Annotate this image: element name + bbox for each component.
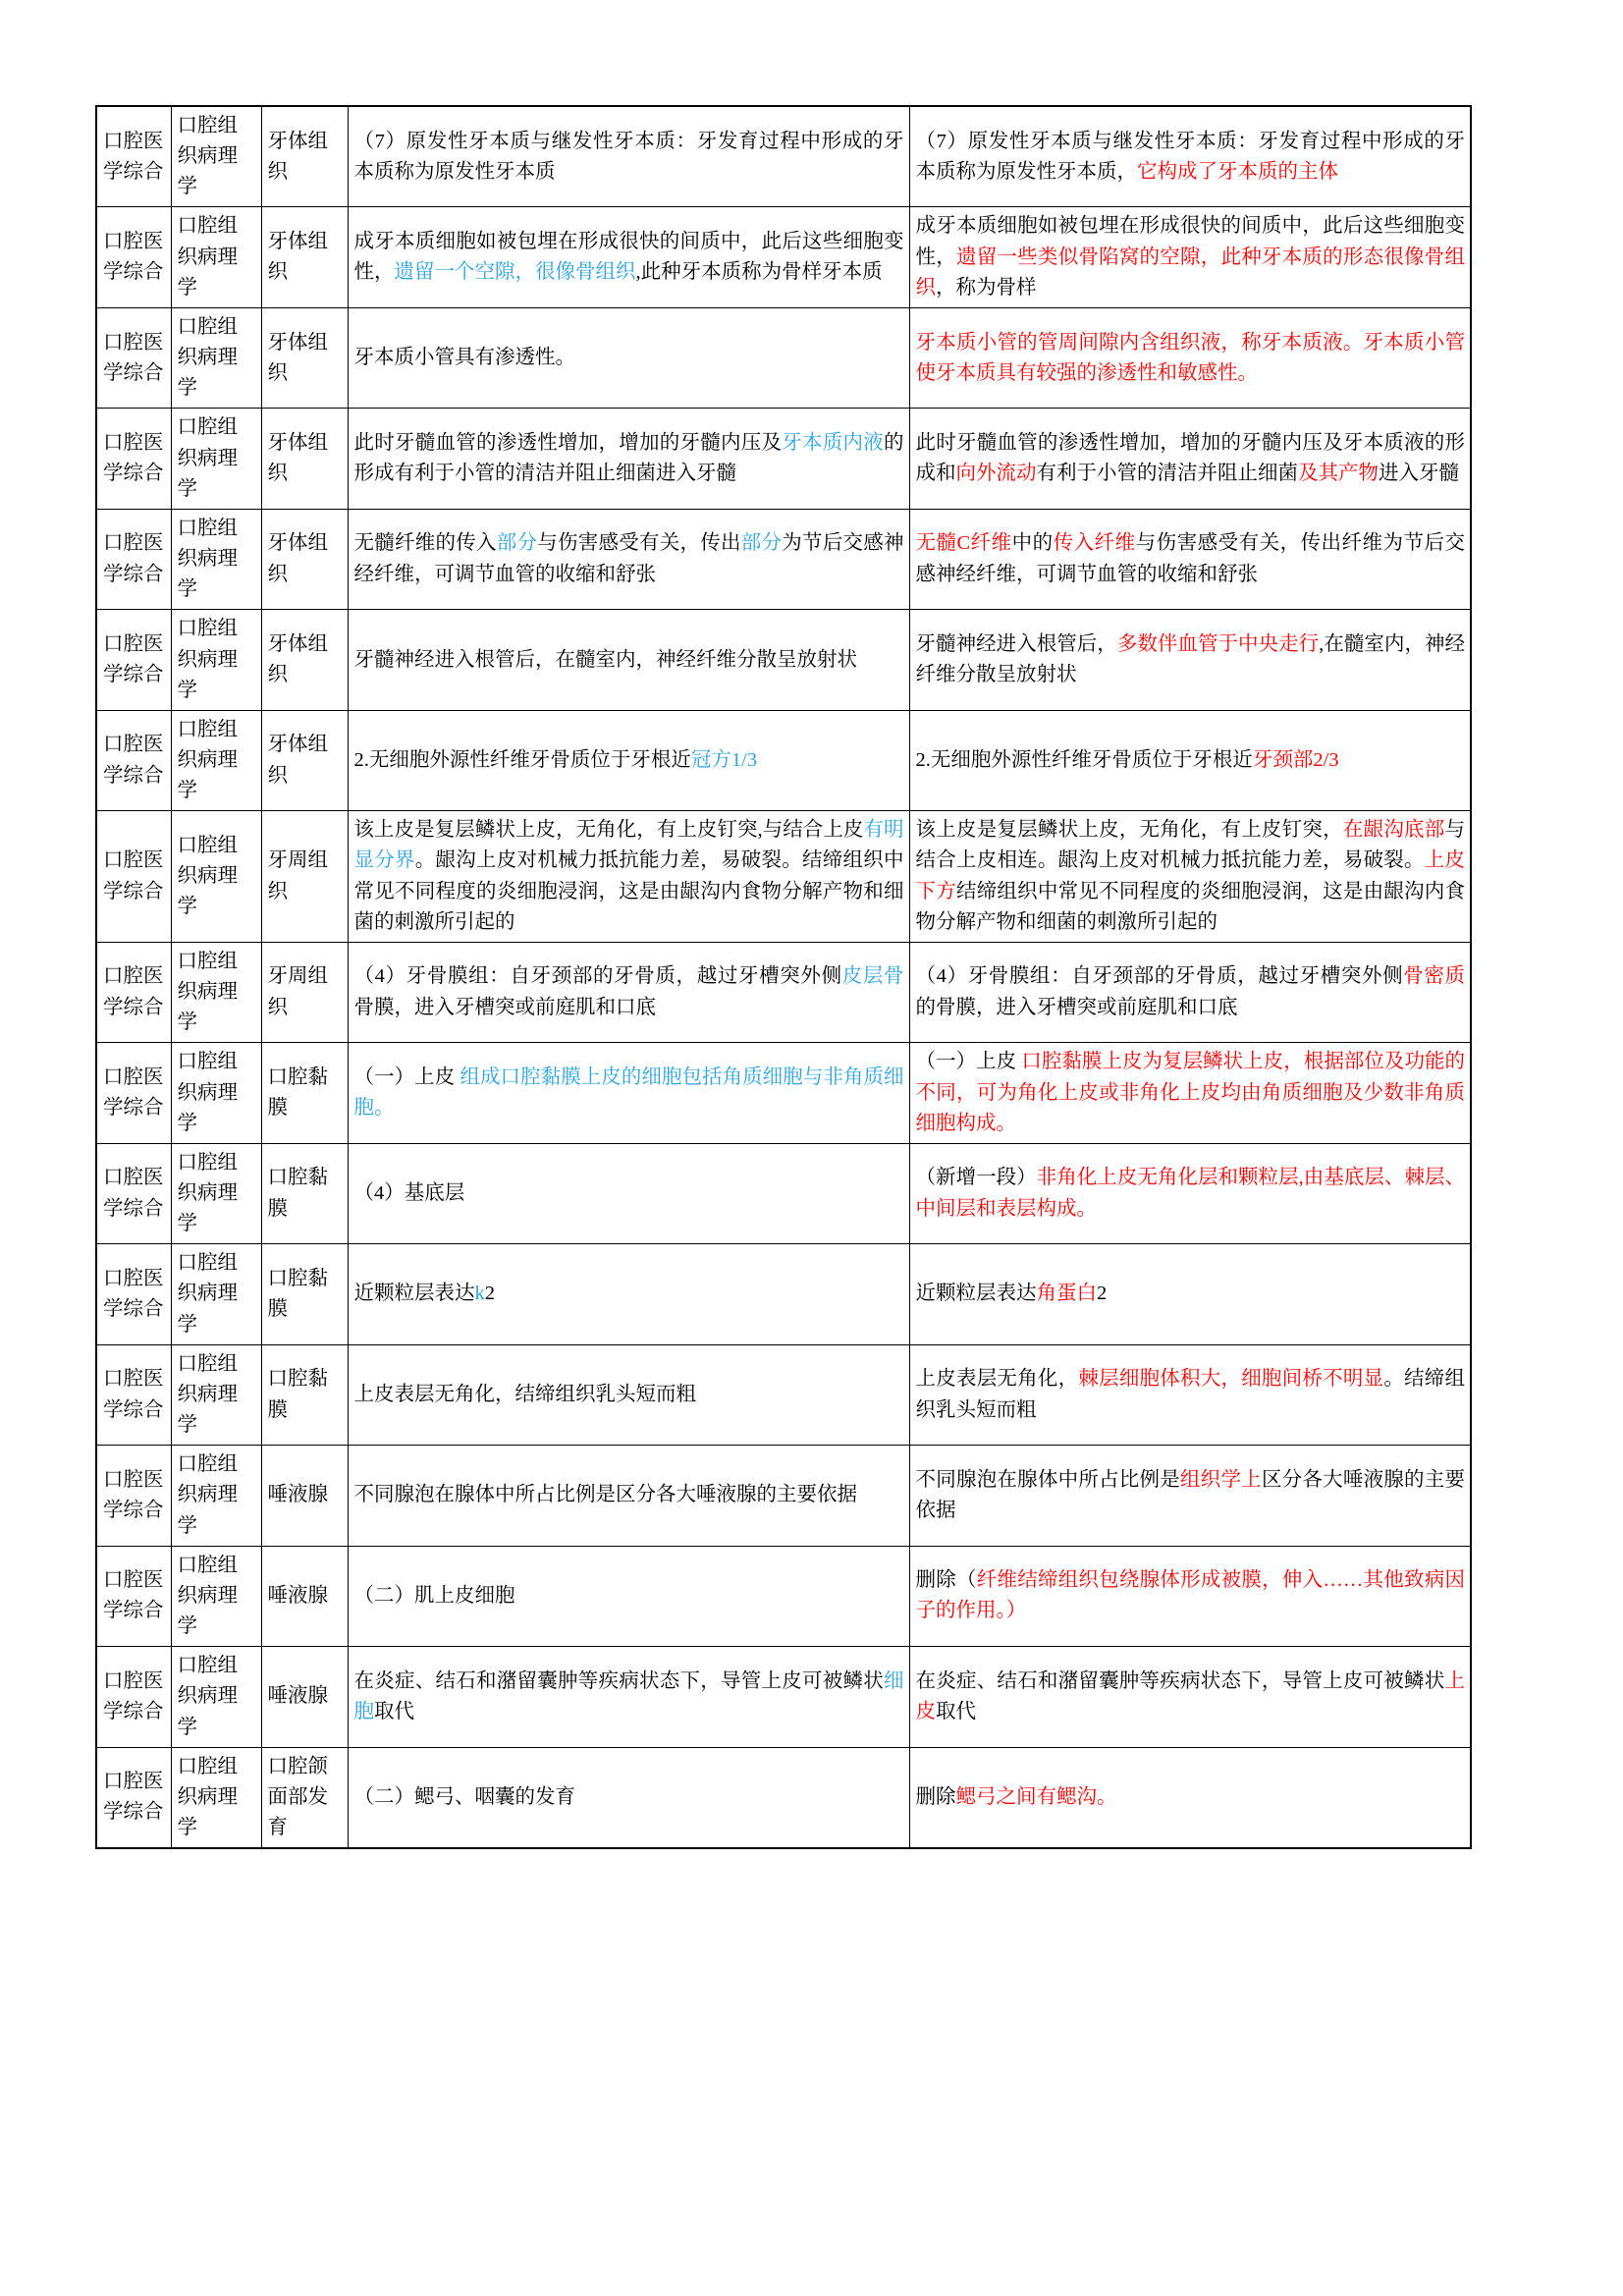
- cell-new-content: [909, 1143, 1471, 1243]
- cell-old-content: [348, 811, 909, 943]
- cell-old-content: [348, 307, 909, 408]
- text-run-blk: 牙本质小管具有渗透性。: [353, 347, 575, 369]
- text-run-red: 及其产物: [1298, 463, 1379, 485]
- cell-book: 口腔组织病理学: [171, 409, 261, 509]
- text-run-blk: 骨膜，进入牙槽突或前庭肌和口底: [353, 996, 656, 1018]
- text-run-blue: 有明显分界: [353, 819, 904, 872]
- text-run-blk: 上皮表层无角化，: [915, 1368, 1079, 1391]
- text-run-red: 无髓C纤维: [915, 532, 1012, 555]
- table-row: [96, 1043, 1471, 1143]
- text-run-red: 棘层细胞体积大，细胞间桥不明显: [1078, 1368, 1384, 1391]
- cell-book: 口腔组织病理学: [171, 811, 261, 943]
- text-run-blk: （二）鳃弓、咽囊的发育: [353, 1785, 575, 1808]
- cell-subject: 口腔医学综合: [96, 1546, 171, 1646]
- text-run-blue: 部分: [740, 532, 783, 555]
- text-run-blk: 牙髓神经进入根管后，在髓室内，神经纤维分散呈放射状: [353, 648, 857, 671]
- text-run-blk: （4）牙骨膜组：自牙颈部的牙骨质，越过牙槽突外侧: [353, 965, 842, 988]
- text-run-red: 在龈沟底部: [1342, 819, 1445, 842]
- text-run-red: 上皮: [915, 1669, 1465, 1722]
- cell-subject: 口腔医学综合: [96, 1043, 171, 1143]
- cell-old-content: [348, 1143, 909, 1243]
- text-run-blue: 遗留一个空隙，很像骨组织: [394, 261, 636, 284]
- cell-book: 口腔组织病理学: [171, 1244, 261, 1344]
- cell-book: 口腔组织病理学: [171, 106, 261, 207]
- cell-book: 口腔组织病理学: [171, 1546, 261, 1646]
- cell-topic: 唾液腺: [261, 1546, 348, 1646]
- cell-new-content: [909, 1446, 1471, 1546]
- comparison-table: [95, 105, 1472, 1849]
- cell-new-content: [909, 811, 1471, 943]
- text-run-blk: 2: [484, 1283, 495, 1305]
- text-run-blk: 。龈沟上皮对机械力抵抗能力差，易破裂。结缔组织中常见不同程度的炎细胞浸润，这是由龈沟内食物分解产物和细菌的刺激所引起的: [353, 849, 904, 933]
- cell-new-content: [909, 509, 1471, 609]
- cell-book: 口腔组织病理学: [171, 710, 261, 810]
- cell-topic: 口腔颌面部发育: [261, 1747, 348, 1848]
- text-run-blk: （一）上皮: [915, 1051, 1022, 1073]
- text-run-blue: 部分: [496, 532, 538, 555]
- text-run-blk: （新增一段）: [915, 1167, 1037, 1189]
- text-run-blk: （7）原发性牙本质与继发性牙本质：牙发育过程中形成的牙本质称为原发性牙本质: [353, 130, 904, 183]
- cell-subject: 口腔医学综合: [96, 1143, 171, 1243]
- text-run-blk: 成牙本质细胞如被包埋在形成很快的间质中，此后这些细胞变性，: [353, 231, 904, 284]
- text-run-blk: 与伤害感受有关，传出纤维为节后交感神经纤维，可调节血管的收缩和舒张: [915, 532, 1466, 585]
- cell-old-content: [348, 509, 909, 609]
- table-row: [96, 1344, 1471, 1445]
- cell-subject: 口腔医学综合: [96, 1747, 171, 1848]
- cell-topic: 牙体组织: [261, 307, 348, 408]
- cell-new-content: [909, 409, 1471, 509]
- cell-book: 口腔组织病理学: [171, 1446, 261, 1546]
- cell-subject: 口腔医学综合: [96, 409, 171, 509]
- cell-topic: 牙体组织: [261, 610, 348, 710]
- text-run-blk: 牙髓神经进入根管后，: [915, 632, 1117, 655]
- cell-subject: 口腔医学综合: [96, 942, 171, 1042]
- text-run-blk: 在炎症、结石和潴留囊肿等疾病状态下，导管上皮可被鳞状: [915, 1669, 1445, 1692]
- cell-subject: 口腔医学综合: [96, 610, 171, 710]
- cell-book: 口腔组织病理学: [171, 1647, 261, 1747]
- text-run-blk: ,在髓室内，神经纤维分散呈放射状: [915, 632, 1466, 686]
- cell-old-content: [348, 1747, 909, 1848]
- text-run-red: 纤维结缔组织包绕腺体形成被膜，伸入……其他致病因子的作用。）: [915, 1569, 1466, 1622]
- text-run-red: 上皮下方: [915, 849, 1466, 902]
- table-row: [96, 509, 1471, 609]
- text-run-blk: 进入牙髓: [1379, 463, 1459, 485]
- text-run-blk: 区分各大唾液腺的主要依据: [915, 1468, 1466, 1521]
- text-run-red: 传入纤维: [1053, 532, 1136, 555]
- text-run-blk: 在炎症、结石和潴留囊肿等疾病状态下，导管上皮可被鳞状: [353, 1669, 884, 1692]
- text-run-blk: 成牙本质细胞如被包埋在形成很快的间质中，此后这些细胞变性，: [915, 215, 1465, 268]
- text-run-blk: 有利于小管的清洁并阻止细菌: [1036, 463, 1298, 485]
- text-run-blk: 不同腺泡在腺体中所占比例是: [915, 1468, 1180, 1491]
- table-row: [96, 409, 1471, 509]
- cell-new-content: [909, 207, 1471, 307]
- cell-new-content: [909, 1546, 1471, 1646]
- cell-old-content: [348, 1446, 909, 1546]
- cell-new-content: [909, 942, 1471, 1042]
- cell-topic: 牙体组织: [261, 207, 348, 307]
- text-run-red: 遗留一些类似骨陷窝的空隙，此种牙本质的形态很像骨组织: [915, 246, 1466, 299]
- cell-subject: 口腔医学综合: [96, 307, 171, 408]
- text-run-red: 组织学上: [1180, 1468, 1262, 1491]
- text-run-blue: 牙本质内液: [782, 431, 884, 454]
- cell-new-content: [909, 1043, 1471, 1143]
- cell-old-content: [348, 207, 909, 307]
- cell-old-content: [348, 1244, 909, 1344]
- cell-new-content: [909, 1647, 1471, 1747]
- table-row: [96, 106, 1471, 207]
- text-run-blk: 上皮表层无角化，结缔组织乳头短而粗: [353, 1383, 696, 1405]
- cell-book: 口腔组织病理学: [171, 1043, 261, 1143]
- text-run-blk: 该上皮是复层鳞状上皮，无角化，有上皮钉突,与结合上皮: [353, 819, 864, 842]
- text-run-blk: 中的: [1011, 532, 1054, 555]
- text-run-blue: 冠方1/3: [690, 748, 758, 771]
- table-row: [96, 1747, 1471, 1848]
- text-run-blk: 该上皮是复层鳞状上皮，无角化，有上皮钉突，: [915, 819, 1343, 842]
- text-run-blue: 皮层骨: [841, 965, 904, 988]
- cell-topic: 口腔黏膜: [261, 1043, 348, 1143]
- cell-book: 口腔组织病理学: [171, 307, 261, 408]
- table-row: [96, 1143, 1471, 1243]
- cell-old-content: [348, 942, 909, 1042]
- text-run-blk: 删除: [915, 1785, 956, 1808]
- table-row: [96, 710, 1471, 810]
- table-row: [96, 1647, 1471, 1747]
- table-row: [96, 942, 1471, 1042]
- cell-topic: 牙周组织: [261, 942, 348, 1042]
- cell-old-content: [348, 106, 909, 207]
- cell-subject: 口腔医学综合: [96, 1647, 171, 1747]
- cell-topic: 口腔黏膜: [261, 1244, 348, 1344]
- text-run-blk: 的骨膜，进入牙槽突或前庭肌和口底: [915, 996, 1238, 1018]
- cell-topic: 唾液腺: [261, 1446, 348, 1546]
- table-row: [96, 1546, 1471, 1646]
- text-run-blk: 近颗粒层表达: [353, 1283, 475, 1305]
- text-run-blk: 此时牙髓血管的渗透性增加，增加的牙髓内压及: [353, 431, 783, 454]
- cell-old-content: [348, 1647, 909, 1747]
- table-row: [96, 811, 1471, 943]
- text-run-blk: 删除（: [915, 1569, 977, 1592]
- cell-topic: 唾液腺: [261, 1647, 348, 1747]
- text-run-blk: （4）牙骨膜组：自牙颈部的牙骨质，越过牙槽突外侧: [915, 965, 1404, 988]
- cell-topic: 牙周组织: [261, 811, 348, 943]
- text-run-blk: （7）原发性牙本质与继发性牙本质：牙发育过程中形成的牙本质称为原发性牙本质，: [915, 130, 1465, 183]
- text-run-red: 角蛋白: [1036, 1283, 1097, 1305]
- text-run-blk: 取代: [936, 1700, 976, 1722]
- text-run-blk: 近颗粒层表达: [915, 1283, 1037, 1305]
- text-run-blk: 不同腺泡在腺体中所占比例是区分各大唾液腺的主要依据: [353, 1484, 857, 1506]
- cell-book: 口腔组织病理学: [171, 1344, 261, 1445]
- cell-book: 口腔组织病理学: [171, 509, 261, 609]
- cell-subject: 口腔医学综合: [96, 1344, 171, 1445]
- text-run-blk: 此时牙髓血管的渗透性增加，增加的牙髓内压及牙本质液的形成和: [915, 431, 1465, 485]
- text-run-blk: 2.无细胞外源性纤维牙骨质位于牙根近: [353, 748, 691, 771]
- cell-new-content: [909, 307, 1471, 408]
- cell-new-content: [909, 710, 1471, 810]
- cell-topic: 口腔黏膜: [261, 1143, 348, 1243]
- text-run-red: 多数伴血管于中央走行: [1116, 632, 1320, 655]
- cell-subject: 口腔医学综合: [96, 106, 171, 207]
- cell-new-content: [909, 1344, 1471, 1445]
- cell-book: 口腔组织病理学: [171, 1747, 261, 1848]
- cell-old-content: [348, 610, 909, 710]
- text-run-blue: 组成口腔黏膜上皮的细胞包括角质细胞与非角质细胞。: [353, 1066, 904, 1120]
- text-run-blk: （4）基底层: [353, 1182, 465, 1204]
- table-row: [96, 610, 1471, 710]
- text-run-blue: 细胞: [353, 1669, 904, 1722]
- text-run-red: 牙颈部2/3: [1252, 748, 1339, 771]
- text-run-blk: 2.无细胞外源性纤维牙骨质位于牙根近: [915, 748, 1253, 771]
- cell-topic: 口腔黏膜: [261, 1344, 348, 1445]
- cell-topic: 牙体组织: [261, 710, 348, 810]
- cell-book: 口腔组织病理学: [171, 1143, 261, 1243]
- cell-old-content: [348, 409, 909, 509]
- cell-old-content: [348, 710, 909, 810]
- cell-subject: 口腔医学综合: [96, 710, 171, 810]
- text-run-blk: ,此种牙本质称为骨样牙本质: [635, 261, 883, 284]
- text-run-blk: 结缔组织中常见不同程度的炎细胞浸润，这是由龈沟内食物分解产物和细菌的刺激所引起的: [915, 880, 1466, 933]
- cell-book: 口腔组织病理学: [171, 207, 261, 307]
- text-run-red: 骨密质: [1403, 965, 1465, 988]
- text-run-red: 非角化上皮无角化层和颗粒层,由基底层、棘层、中间层和表层构成。: [915, 1167, 1466, 1220]
- text-run-blk: （一）上皮: [353, 1066, 460, 1088]
- cell-topic: 牙体组织: [261, 106, 348, 207]
- cell-book: 口腔组织病理学: [171, 942, 261, 1042]
- text-run-blk: 的形成有利于小管的清洁并阻止细菌进入牙髓: [353, 431, 904, 485]
- text-run-red: 牙本质小管的管周间隙内含组织液，称牙本质液。牙本质小管使牙本质具有较强的渗透性和敏感性。: [915, 331, 1465, 384]
- text-run-red: 它构成了牙本质的主体: [1137, 160, 1338, 183]
- text-run-blk: ，称为骨样: [936, 276, 1037, 299]
- comparison-table-wrapper: [95, 105, 1470, 1849]
- cell-topic: 牙体组织: [261, 509, 348, 609]
- cell-new-content: [909, 106, 1471, 207]
- cell-old-content: [348, 1546, 909, 1646]
- table-row: [96, 207, 1471, 307]
- cell-subject: 口腔医学综合: [96, 811, 171, 943]
- table-row: [96, 307, 1471, 408]
- table-row: [96, 1244, 1471, 1344]
- cell-subject: 口腔医学综合: [96, 1446, 171, 1546]
- text-run-red: 向外流动: [955, 463, 1037, 485]
- text-run-blk: 为节后交感神经纤维，可调节血管的收缩和舒张: [353, 532, 904, 585]
- text-run-blue: k: [474, 1283, 485, 1305]
- cell-new-content: [909, 610, 1471, 710]
- cell-new-content: [909, 1244, 1471, 1344]
- table-body: [96, 106, 1471, 1848]
- text-run-blk: （二）肌上皮细胞: [353, 1584, 515, 1607]
- cell-subject: 口腔医学综合: [96, 509, 171, 609]
- text-run-blk: 。结缔组织乳头短而粗: [915, 1368, 1466, 1421]
- text-run-blk: 无髓纤维的传入: [353, 532, 497, 555]
- text-run-blk: 与结合上皮相连。龈沟上皮对机械力抵抗能力差，易破裂。: [915, 819, 1466, 872]
- cell-book: 口腔组织病理学: [171, 610, 261, 710]
- cell-subject: 口腔医学综合: [96, 1244, 171, 1344]
- cell-new-content: [909, 1747, 1471, 1848]
- cell-old-content: [348, 1344, 909, 1445]
- text-run-blk: 取代: [374, 1700, 414, 1722]
- cell-subject: 口腔医学综合: [96, 207, 171, 307]
- text-run-blk: 2: [1097, 1283, 1108, 1305]
- text-run-red: 口腔黏膜上皮为复层鳞状上皮，根据部位及功能的不同，可为角化上皮或非角化上皮均由角质细胞及少数非角质细胞构成。: [915, 1051, 1466, 1134]
- cell-old-content: [348, 1043, 909, 1143]
- text-run-blk: 与伤害感受有关，传出: [537, 532, 741, 555]
- cell-topic: 牙体组织: [261, 409, 348, 509]
- text-run-red: 鳃弓之间有鳃沟。: [955, 1785, 1117, 1808]
- table-row: [96, 1446, 1471, 1546]
